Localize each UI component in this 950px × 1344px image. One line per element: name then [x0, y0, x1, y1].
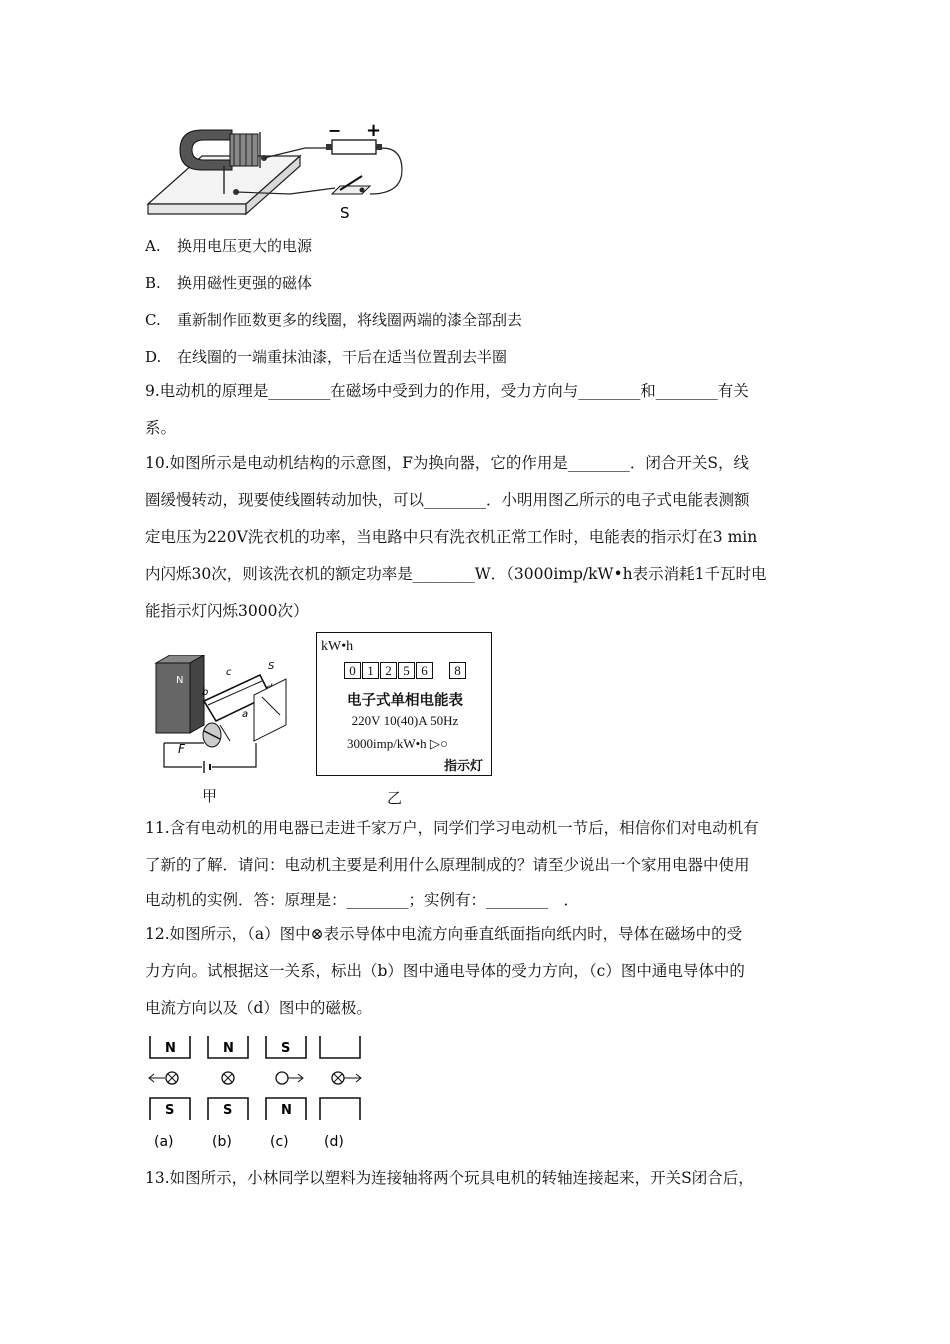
caption-b: (b)	[212, 1134, 232, 1150]
magnet-diagrams	[140, 1030, 380, 1154]
electricity-meter	[316, 632, 492, 776]
option-b: B. 换用磁性更强的磁体	[145, 274, 313, 292]
caption-yi: 乙	[387, 789, 403, 807]
caption-jia: 甲	[202, 787, 218, 805]
q13-line-1: 13.如图所示，小林同学以塑料为连接轴将两个玩具电机的转轴连接起来，开关S闭合后，	[145, 1169, 754, 1187]
q11-line-1: 11.含有电动机的用电器已走进千家万户，同学们学习电动机一节后，相信你们对电动机有	[145, 819, 759, 837]
label-S: S	[268, 661, 275, 672]
meter-digit: 5	[398, 662, 415, 679]
q12-line-1: 12.如图所示，（a）图中⊗表示导体中电流方向垂直纸面指向纸内时，导体在磁场中的受	[145, 925, 743, 943]
q10-line-2: 圈缓慢转动，现要使线圈转动加快，可以________．小明用图乙所示的电子式电能表测额	[145, 491, 750, 509]
magnet-a-bottom: S	[165, 1103, 175, 1118]
meter-digit-decimal: 8	[449, 662, 466, 679]
meter-digit: 2	[380, 662, 397, 679]
q10-line-3: 定电压为220V洗衣机的功率，当电路中只有洗衣机正常工作时，电能表的指示灯在3 min	[145, 528, 758, 546]
meter-digit: 1	[362, 662, 379, 679]
option-a: A. 换用电压更大的电源	[145, 237, 313, 255]
q10-line-5: 能指示灯闪烁3000次）	[145, 602, 309, 620]
q11-line-3: 电动机的实例．答：原理是：________；实例有：________ ．	[145, 891, 580, 909]
meter-title: 电子式单相电能表	[347, 693, 463, 709]
option-d: D. 在线圈的一端重抹油漆，干后在适当位置刮去半圈	[145, 348, 508, 366]
q12-line-2: 力方向。试根据这一关系，标出（b）图中通电导体的受力方向，（c）图中通电导体中的	[145, 962, 745, 980]
q10-line-1: 10.如图所示是电动机结构的示意图，F为换向器，它的作用是________．闭合开关S，线	[145, 454, 750, 472]
q9-line-1: 9.电动机的原理是________在磁场中受到力的作用，受力方向与________和________有关	[145, 382, 749, 400]
caption-d: (d)	[324, 1134, 344, 1150]
label-b: b	[202, 687, 209, 698]
label-a: a	[242, 709, 249, 720]
meter-imp: 3000imp/kW•h ▷○	[347, 736, 448, 751]
magnet-c-bottom: N	[281, 1103, 292, 1118]
motor-structure-figure	[150, 655, 300, 775]
meter-digits	[344, 662, 467, 679]
switch-label: S	[340, 204, 350, 222]
meter-indicator-label: 指示灯	[443, 759, 483, 774]
label-F: F	[178, 742, 185, 756]
label-N: N	[176, 675, 184, 686]
magnet-c-top: S	[281, 1041, 291, 1056]
label-c: c	[226, 667, 232, 678]
meter-spec: 220V 10(40)A 50Hz	[351, 713, 459, 728]
meter-unit: kW•h	[321, 639, 354, 654]
magnet-b-bottom: S	[223, 1103, 233, 1118]
q11-line-2: 了新的了解．请问：电动机主要是利用什么原理制成的？请至少说出一个家用电器中使用	[145, 856, 750, 874]
q9-line-2: 系。	[145, 419, 177, 437]
motor-model-figure	[140, 118, 410, 228]
meter-digit: 0	[344, 662, 361, 679]
q12-line-3: 电流方向以及（d）图中的磁极。	[145, 999, 372, 1017]
battery-plus: +	[366, 120, 382, 141]
magnet-a-top: N	[165, 1041, 176, 1056]
battery-minus: −	[328, 121, 342, 140]
option-c: C. 重新制作匝数更多的线圈，将线圈两端的漆全部刮去	[145, 311, 523, 329]
q10-line-4: 内闪烁30次，则该洗衣机的额定功率是________W．（3000imp/kW•h表示消耗1千瓦时电	[145, 565, 767, 583]
meter-digit: 6	[416, 662, 433, 679]
caption-c: (c)	[270, 1134, 289, 1150]
magnet-b-top: N	[223, 1041, 234, 1056]
caption-a: (a)	[154, 1134, 174, 1150]
